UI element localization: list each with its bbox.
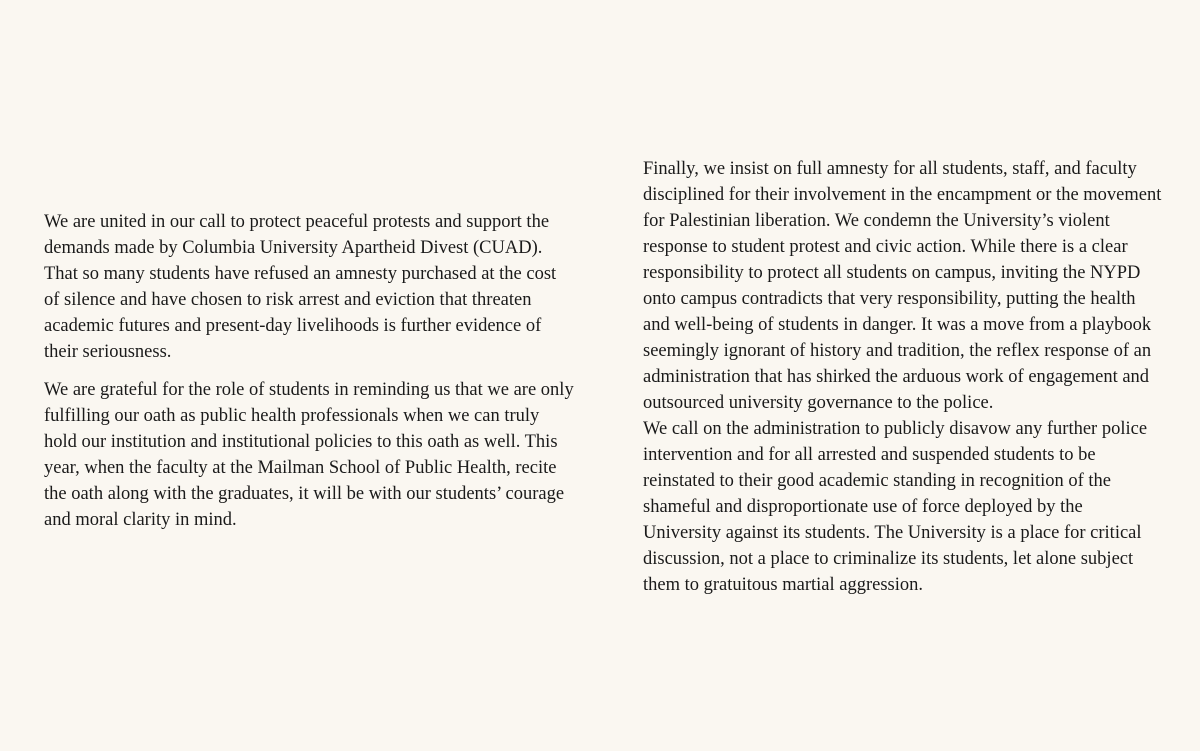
paragraph-full-amnesty: Finally, we insist on full amnesty for all students, staff, and faculty disciplined for their involvement in the encampment or the movement for Palestinian liberation. We condemn the University’s violent response to student protest and civic action. While there is a clear responsibility to protect all students on campus, inviting the NYPD onto campus contradicts that very responsibility, putting the health and well-being of students in danger. It was a move from a playbook seemingly ignorant of history and tradition, the reflex response of an administration that has shirked the arduous work of engagement and outsourced university governance to the police. [643, 159, 1162, 413]
paragraph-grateful-students: We are grateful for the role of students in reminding us that we are only fulfilling our oath as public health professionals when we can truly hold our institution and institutional policies to this oath as well. This year, when the faculty at the Mailman School of Public Health, recite the oath along with the graduates, it will be with our students’ courage and moral clarity in mind. [44, 380, 574, 530]
paragraph-united-call: We are united in our call to protect peaceful protests and support the demands made by Columbia University Apartheid Divest (CUAD). That so many students have refused an amnesty purchased at the cost of silence and have chosen to risk arrest and eviction that threaten academic futures and present-day livelihoods is further evidence of their seriousness. [44, 212, 557, 362]
left-column [44, 209, 574, 533]
right-column [643, 156, 1163, 598]
paragraph-call-on-administration: We call on the administration to publicly disavow any further police intervention and for all arrested and suspended students to be reinstated to their good academic standing in recognition of the shameful and disproportionate use of force deployed by the University against its students. The University is a place for critical discussion, not a place to criminalize its students, let alone subject them to gratuitous martial aggression. [643, 419, 1148, 595]
